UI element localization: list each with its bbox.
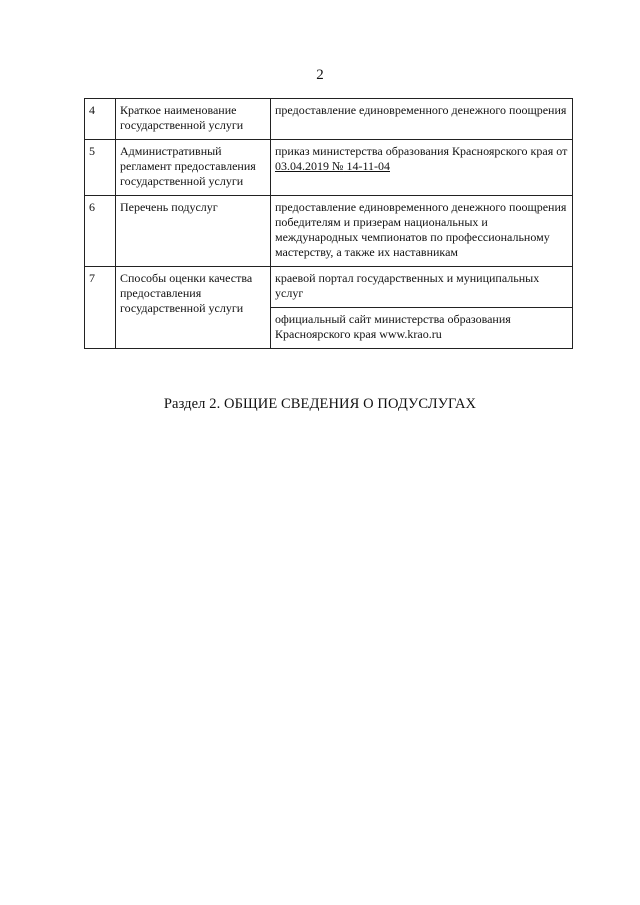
order-date: 03.04.2019: [275, 159, 329, 173]
table-row: [85, 140, 573, 196]
row-value: [271, 140, 573, 196]
row-label: Способы оценки качества предоставления государственной услуги: [116, 267, 271, 349]
row-label: Краткое наименование государственной услуги: [116, 99, 271, 140]
row-label: Административный регламент предоставления государственной услуги: [116, 140, 271, 196]
section-title: Раздел 2. ОБЩИЕ СВЕДЕНИЯ О ПОДУСЛУГАХ: [163, 396, 477, 412]
row-number: 4: [85, 99, 116, 140]
service-info-table: [84, 98, 573, 349]
table-row: [85, 99, 573, 140]
row-value: предоставление единовременного денежного поощрения победителям и призерам национальных и международных чемпионатов по профессиональному мастерству, а также их наставникам: [271, 196, 573, 267]
row-value: предоставление единовременного денежного поощрения: [271, 99, 573, 140]
row-number: 6: [85, 196, 116, 267]
order-number-sign: №: [332, 159, 344, 173]
row-value: официальный сайт министерства образования Красноярского края www.krao.ru: [271, 308, 573, 349]
row-label: Перечень подуслуг: [116, 196, 271, 267]
row-value: краевой портал государственных и муниципальных услуг: [271, 267, 573, 308]
order-text: приказ министерства образования Красноярского края от: [275, 144, 568, 158]
page-number: 2: [316, 67, 324, 83]
table-row: [85, 267, 573, 308]
table-row: [85, 196, 573, 267]
row-number: 7: [85, 267, 116, 349]
row-number: 5: [85, 140, 116, 196]
order-number: 14-11-04: [343, 159, 390, 173]
